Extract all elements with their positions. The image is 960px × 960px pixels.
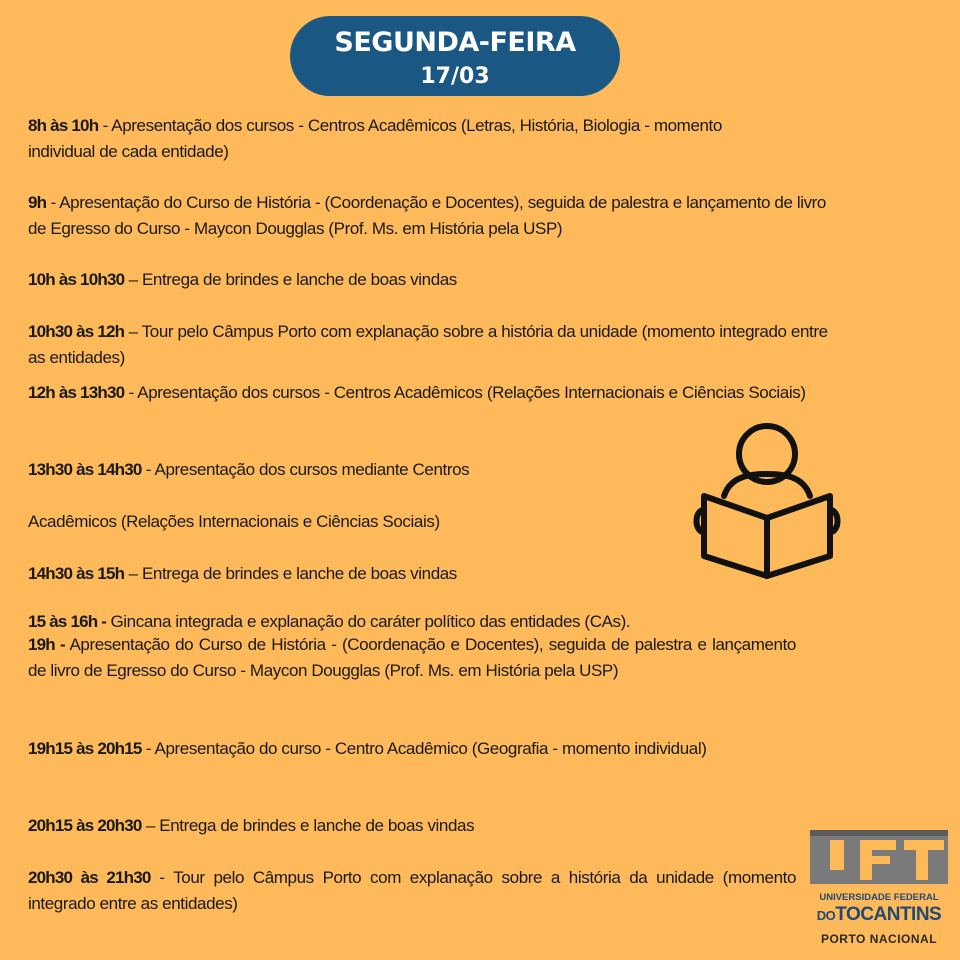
day-title: SEGUNDA-FEIRA xyxy=(334,27,576,58)
schedule-text: Apresentação do curso - Centro Acadêmico (Geografia - momento individual) xyxy=(154,739,707,758)
schedule-item: 10h às 10h30 – Entrega de brindes e lanche de boas vindas xyxy=(28,270,457,289)
schedule-item: 20h15 às 20h30 – Entrega de brindes e lanche de boas vindas xyxy=(28,816,475,835)
schedule-time: 19h15 às 20h15 xyxy=(28,739,142,758)
schedule-item: 19h15 às 20h15 - Apresentação do curso - Centro Acadêmico (Geografia - momento individual) xyxy=(28,739,707,758)
schedule-text: Apresentação dos cursos mediante Centros xyxy=(154,460,470,479)
schedule-time: 15 às 16h - xyxy=(28,612,107,631)
schedule-item: 8h às 10h - Apresentação dos cursos - Centros Acadêmicos (Letras, História, Biologia - momento individual de cada entidade) xyxy=(28,116,722,161)
person-reading-book-icon xyxy=(690,418,842,584)
day-date: 17/03 xyxy=(420,64,490,89)
schedule-time: 13h30 às 14h30 xyxy=(28,460,142,479)
schedule-time: 10h30 às 12h xyxy=(28,322,125,341)
schedule-text: Apresentação dos cursos - Centros Acadêmicos (Letras, História, Biologia - momento individual de cada entidade) xyxy=(28,116,722,161)
schedule-time: 9h xyxy=(28,193,47,212)
schedule-item: 12h às 13h30 - Apresentação dos cursos - Centros Acadêmicos (Relações Internacionais e Ciências Sociais) xyxy=(28,383,806,402)
schedule-time: 10h às 10h30 xyxy=(28,270,125,289)
schedule-time: 12h às 13h30 xyxy=(28,383,125,402)
schedule-item-continuation: Acadêmicos (Relações Internacionais e Ciências Sociais) xyxy=(28,512,440,531)
uft-logo-mark xyxy=(808,826,950,888)
schedule-text: Entrega de brindes e lanche de boas vindas xyxy=(159,816,475,835)
schedule-time: 19h - xyxy=(28,635,65,654)
schedule-text: Tour pelo Câmpus Porto com explanação sobre a história da unidade (momento integrado entre as entidades) xyxy=(28,322,828,367)
schedule-time: 20h30 às 21h30 xyxy=(28,868,151,887)
schedule-item: 10h30 às 12h – Tour pelo Câmpus Porto com explanação sobre a história da unidade (momento integrado entre as entidades) xyxy=(28,322,828,367)
schedule-item: 9h - Apresentação do Curso de História - (Coordenação e Docentes), seguida de palestra e lançamento de livro de Egresso do Curso - Maycon Dougglas (Prof. Ms. em História pela USP) xyxy=(28,193,826,238)
schedule-item: 20h30 às 21h30 - Tour pelo Câmpus Porto com explanação sobre a história da unidade (momento integrado entre as entidades) xyxy=(28,868,797,913)
schedule-time: 8h às 10h xyxy=(28,116,99,135)
schedule-text: Entrega de brindes e lanche de boas vindas xyxy=(141,270,457,289)
schedule-item xyxy=(28,632,796,684)
schedule-time: 20h15 às 20h30 xyxy=(28,816,142,835)
schedule-text: Apresentação dos cursos - Centros Acadêmicos (Relações Internacionais e Ciências Sociais) xyxy=(137,383,806,402)
schedule-item: 13h30 às 14h30 - Apresentação dos cursos mediante Centros xyxy=(28,460,470,479)
logo-campus-label: PORTO NACIONAL xyxy=(820,932,938,946)
logo-tocantins-label: DOTOCANTINS xyxy=(816,904,942,925)
logo-university-label: UNIVERSIDADE FEDERAL xyxy=(819,892,939,903)
schedule-item: 14h30 às 15h – Entrega de brindes e lanche de boas vindas xyxy=(28,564,457,583)
uft-logo xyxy=(808,826,950,956)
schedule-time: 14h30 às 15h xyxy=(28,564,125,583)
schedule-text: Gincana integrada e explanação do caráter político das entidades (CAs). xyxy=(110,612,631,631)
schedule-text: Apresentação do Curso de História - (Coordenação e Docentes), seguida de palestra e lançamento de livro de Egresso do Curso - Maycon Dougglas (Prof. Ms. em História pela USP) xyxy=(28,193,826,238)
schedule-text: Apresentação do Curso de História - (Coordenação e Docentes), seguida de palestra e lançamento de livro de Egresso do Curso - Maycon Dougglas (Prof. Ms. em História pela USP) xyxy=(28,635,796,680)
schedule-text: Entrega de brindes e lanche de boas vindas xyxy=(141,564,457,583)
day-header xyxy=(290,16,620,96)
schedule-text: Tour pelo Câmpus Porto com explanação sobre a história da unidade (momento integrado entre as entidades) xyxy=(28,868,797,913)
